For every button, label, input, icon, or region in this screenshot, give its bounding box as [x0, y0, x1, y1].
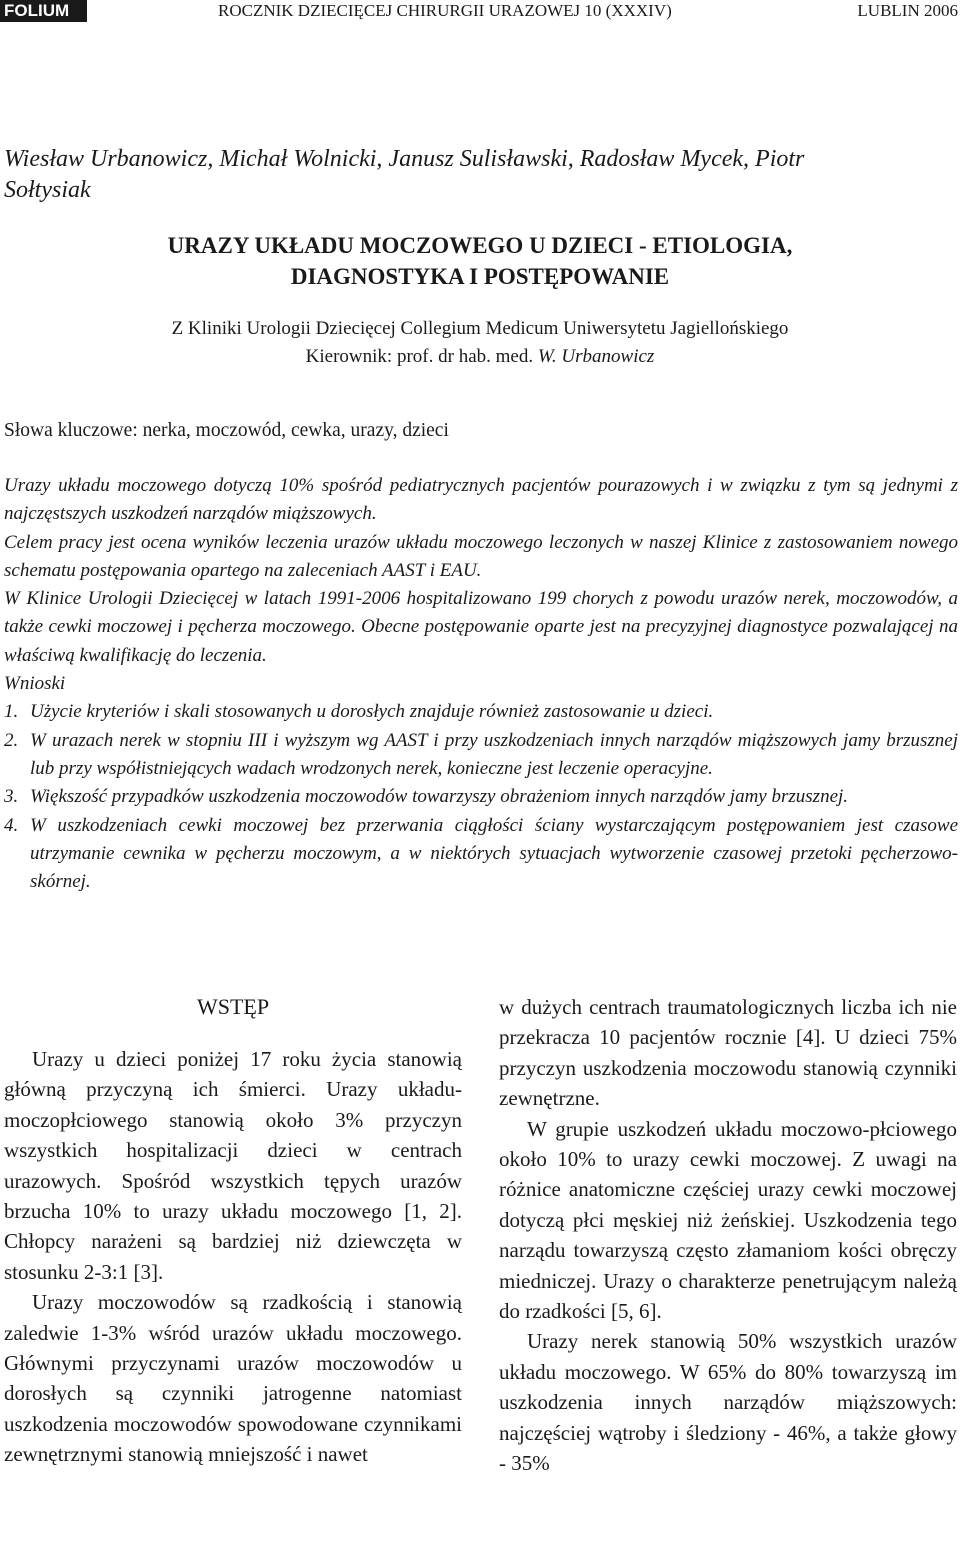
conclusion-item: [4, 698, 958, 726]
authors: [4, 144, 954, 206]
conclusion-text: Użycie kryteriów i skali stosowanych u dorosłych znajduje również zastosowanie u dzieci.: [30, 701, 714, 723]
authors-line-2: Sołtysiak: [4, 177, 91, 203]
title-line-2: DIAGNOSTYKA I POSTĘPOWANIE: [290, 264, 670, 289]
conclusion-number: 4.: [4, 814, 19, 836]
page-header: [0, 0, 960, 22]
conclusion-number: 2.: [4, 729, 19, 751]
abstract: [4, 472, 958, 896]
title-line-1: URAZY UKŁADU MOCZOWEGO U DZIECI - ETIOLOGIA,: [167, 233, 793, 258]
journal-title: ROCZNIK DZIECIĘCEJ CHIRURGII URAZOWEJ 10 (XXXIV): [218, 1, 672, 20]
conclusion-text: W urazach nerek w stopniu III i wyższym wg AAST i przy uszkodzeniach innych narządów miąższowych jamy brzusznej lub przy współistniejących wadach wrodzonych nerek, konieczne jest leczenie operacyjne.: [30, 729, 958, 779]
body-paragraph: Urazy moczowodów są rzadkością i stanowią zaledwie 1-3% wśród urazów układu moczowego. Głównymi przyczynami urazów moczowodów u dorosłych są czynniki jatrogenne natomiast uszkodzenia moczowodów spowodowane czynnikami zewnętrznymi stanowią mniejszość i nawet: [4, 1290, 462, 1467]
conclusions-label: Wnioski: [4, 673, 66, 695]
abstract-paragraph-1: Urazy układu moczowego dotyczą 10% spośród pediatrycznych pacjentów pourazowych i w związku z tym są jednymi z najczęstszych uszkodzeń narządów miąższowych.: [4, 475, 958, 525]
body-paragraph: Urazy u dzieci poniżej 17 roku życia stanowią główną przyczyną ich śmierci. Urazy układu-moczopłciowego stanowią około 3% przyczyn wszystkich hospitalizacji dzieci w centrach urazowych. Spośród wszystkich tępych urazów brzucha 10% to urazy układu moczowego [1, 2]. Chłopcy narażeni są bardziej niż dziewczęta w stosunku 2-3:1 [3].: [4, 1047, 462, 1284]
body-paragraph: Urazy nerek stanowią 50% wszystkich urazów układu moczowego. W 65% do 80% towarzyszą im uszkodzenia innych narządów miąższowych: najczęściej wątroby i śledziony - 46%, a także głowy - 35%: [499, 1329, 957, 1476]
conclusion-text: W uszkodzeniach cewki moczowej bez przerwania ciągłości ściany wystarczającym postępowaniem jest czasowe utrzymanie cewnika w pęcherzu moczowym, a w niektórych sytuacjach wytworzenie czasowej przetoki pęcherzowo-skórnej.: [30, 814, 958, 893]
department-head: [0, 343, 960, 371]
affiliation-block: [0, 315, 960, 371]
keywords: Słowa kluczowe: nerka, moczowód, cewka, urazy, dzieci: [4, 420, 449, 441]
department-head-prefix: Kierownik: prof. dr hab. med.: [305, 346, 538, 367]
conclusion-item: [4, 812, 958, 897]
publication-place-year: LUBLIN 2006: [857, 1, 958, 20]
authors-line-1: Wiesław Urbanowicz, Michał Wolnicki, Janusz Sulisławski, Radosław Mycek, Piotr: [4, 146, 805, 172]
section-heading: WSTĘP: [196, 994, 270, 1019]
abstract-paragraph-3: W Klinice Urologii Dziecięcej w latach 1991-2006 hospitalizowano 199 chorych z powodu urazów nerek, moczowodów, a także cewki moczowej i pęcherza moczowego. Obecne postępowanie oparte jest na precyzyjnej diagnostyce pozwalającej na właściwą kwalifikację do leczenia.: [4, 588, 958, 666]
conclusion-number: 3.: [4, 786, 19, 808]
affiliation: Z Kliniki Urologii Dziecięcej Collegium Medicum Uniwersytetu Jagiellońskiego: [171, 318, 789, 339]
conclusion-item: [4, 783, 958, 811]
body-column-right: [499, 992, 957, 1479]
abstract-paragraph-2: Celem pracy jest ocena wyników leczenia urazów układu moczowego leczonych w naszej Klinice z zastosowaniem nowego schematu postępowania opartego na zaleceniach AAST i EAU.: [4, 531, 958, 581]
body-column-left: [4, 992, 462, 1470]
conclusion-item: [4, 727, 958, 784]
body-paragraph: W grupie uszkodzeń układu moczowo-płciowego około 10% to urazy cewki moczowej. Z uwagi na różnice anatomiczne częściej urazy cewki moczowej dotyczą płci męskiej niż żeńskiej. Uszkodzenia tego narządu towarzyszą często złamaniom kości obręczy miedniczej. Urazy o charakterze penetrującym należą do rzadkości [5, 6].: [499, 1116, 957, 1324]
conclusion-number: 1.: [4, 701, 19, 723]
article-title: [0, 230, 960, 292]
folium-label: FOLIUM: [0, 0, 87, 22]
department-head-name: W. Urbanowicz: [537, 346, 655, 367]
conclusion-text: Większość przypadków uszkodzenia moczowodów towarzyszy obrażeniom innych narządów jamy brzusznej.: [30, 786, 849, 808]
body-paragraph: w dużych centrach traumatologicznych liczba ich nie przekracza 10 pacjentów rocznie [4]. U dzieci 75% przyczyn uszkodzenia moczowodu stanowią czynniki zewnętrzne.: [499, 995, 957, 1111]
